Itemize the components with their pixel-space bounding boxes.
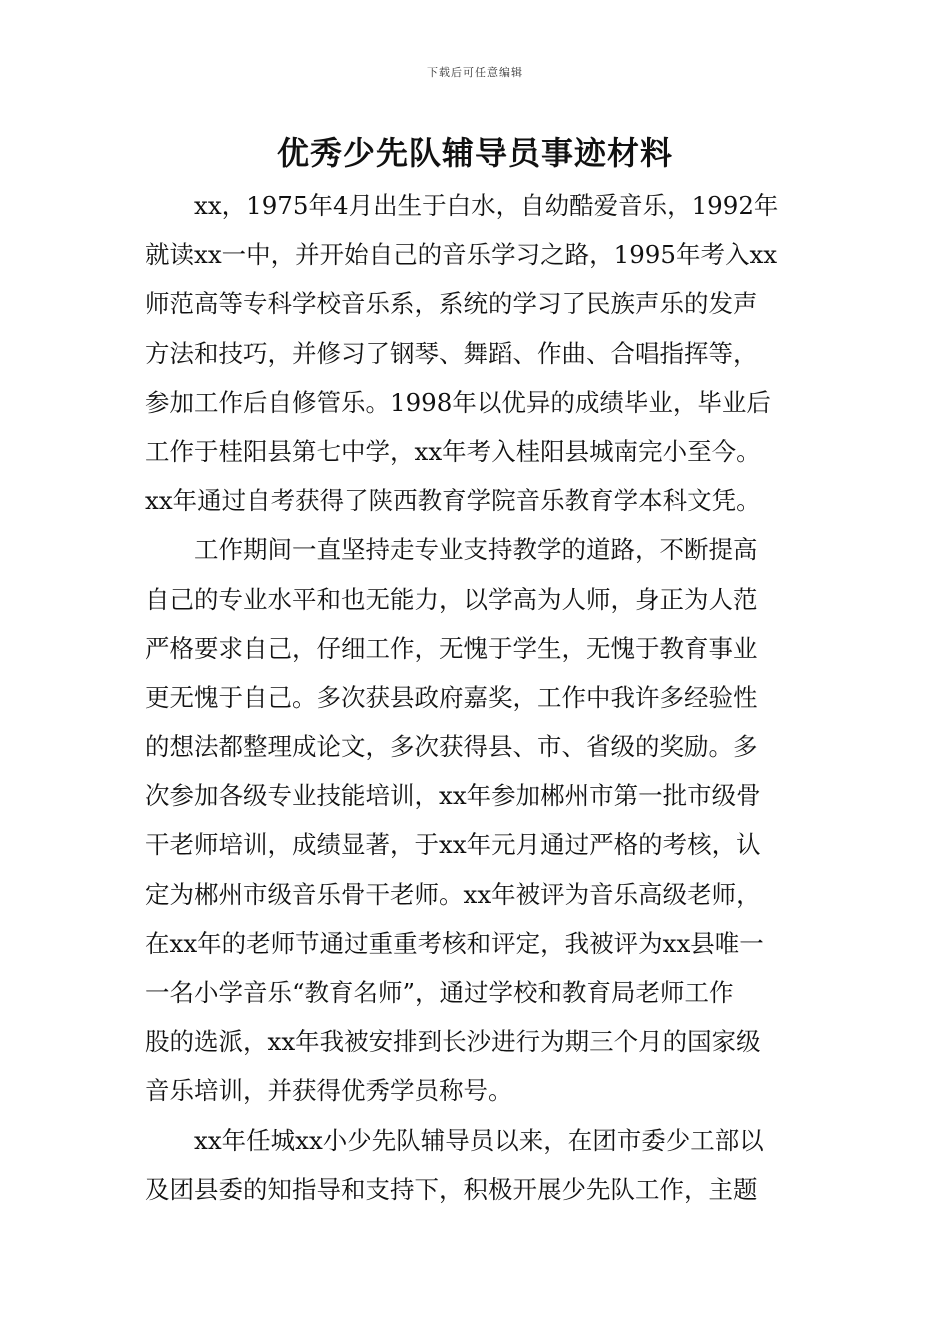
text-line: 严格要求自己，仔细工作，无愧于学生，无愧于教育事业 [145,633,758,663]
text-line: 定为郴州市级音乐骨干老师。xx年被评为音乐高级老师， [145,879,761,909]
text-line: 自己的专业水平和也无能力，以学高为人师，身正为人范 [145,584,758,614]
text-line: 次参加各级专业技能培训，xx年参加郴州市第一批市级骨 [145,781,761,811]
text-line: 一名小学音乐“教育名师”，通过学校和教育局老师工作 [145,978,734,1007]
text-line: xx年通过自考获得了陕西教育学院音乐教育学本科文凭。 [145,486,761,516]
page-header-note: 下载后可任意编辑 [427,66,523,79]
text-line: 的想法都整理成论文，多次获得县、市、省级的奖励。多 [145,732,758,762]
text-line: 方法和技巧，并修习了钢琴、舞蹈、作曲、合唱指挥等， [145,338,758,368]
text-line: 及团县委的知指导和支持下，积极开展少先队工作，主题 [145,1174,758,1204]
text-line: xx年任城xx小少先队辅导员以来，在团市委少工部以 [194,1125,764,1155]
document-title: 优秀少先队辅导员事迹材料 [276,134,673,172]
text-line: 师范高等专科学校音乐系，系统的学习了民族声乐的发声 [145,289,758,319]
text-line: 干老师培训，成绩显著，于xx年元月通过严格的考核，认 [145,830,761,860]
text-line: 工作于桂阳县第七中学，xx年考入桂阳县城南完小至今。 [145,436,761,466]
text-line: 参加工作后自修管乐。1998年以优异的成绩毕业，毕业后 [145,387,771,417]
paragraph-3 [145,1116,835,1214]
text-line: 音乐培训，并获得优秀学员称号。 [145,1076,513,1106]
text-line: xx，1975年4月出生于白水，自幼酷爱音乐，1992年 [194,191,779,220]
text-line: 就读xx一中，并开始自己的音乐学习之路，1995年考入xx [145,240,778,270]
text-line: 股的选派，xx年我被安排到长沙进行为期三个月的国家级 [145,1027,761,1057]
text-line: 工作期间一直坚持走专业支持教学的道路，不断提高 [194,535,758,565]
paragraph-2 [145,525,835,1115]
text-line: 在xx年的老师节通过重重考核和评定，我被评为xx县唯一 [145,928,764,958]
paragraph-1 [145,181,835,525]
document-body [145,181,835,1214]
text-line: 更无愧于自己。多次获县政府嘉奖，工作中我许多经验性 [145,682,758,712]
